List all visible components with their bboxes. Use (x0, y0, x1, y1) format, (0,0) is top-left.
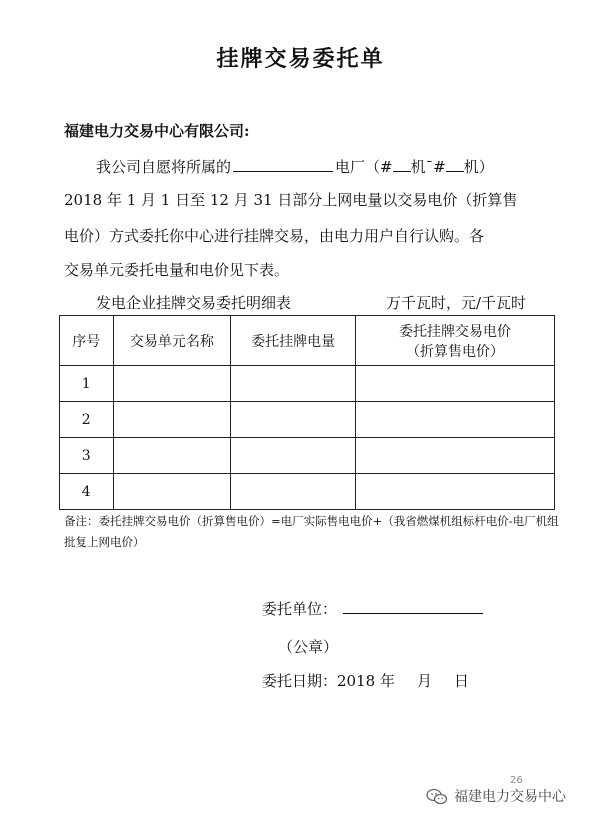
unit-start-blank (393, 159, 411, 172)
unit-label-2: 机 (463, 158, 479, 176)
header-seq: 序号 (60, 316, 114, 366)
header-price (355, 316, 554, 366)
table-row (60, 402, 555, 438)
cell-unit-name (113, 474, 231, 510)
cell-unit-name (113, 438, 231, 474)
signature-unit (262, 598, 483, 619)
document-title: 挂牌交易委托单 (216, 46, 385, 72)
page-number: 26 (510, 775, 523, 786)
watermark (426, 786, 566, 806)
cell-quantity (231, 366, 356, 402)
wechat-icon (426, 788, 448, 806)
body-line-2: 2018 年 1 月 1 日至 12 月 31 日部分上网电量以交易电价（折算售 (64, 191, 518, 209)
cell-unit-name (113, 402, 231, 438)
signature-unit-label: 委托单位： (262, 600, 338, 618)
header-price-line2: （折算售电价） (405, 343, 504, 360)
line1-prefix: 我公司自愿将所属的 (96, 158, 232, 176)
cell-seq: 4 (60, 474, 114, 510)
cell-price (355, 366, 554, 402)
cell-quantity (231, 438, 356, 474)
cell-seq: 1 (60, 366, 114, 402)
plant-name-blank (233, 157, 333, 172)
cell-price (355, 402, 554, 438)
header-quantity: 委托挂牌电量 (231, 316, 356, 366)
tilde-mark: ¯ (425, 158, 434, 176)
note: 备注：委托挂牌交易电价（折算售电价）=电厂实际售电电价+（我省燃煤机组标杆电价-电厂机组批复上网电价） (64, 514, 559, 549)
cell-price (355, 438, 554, 474)
cell-price (355, 474, 554, 510)
table-header-row (60, 316, 555, 366)
table-row (60, 438, 555, 474)
body-line-3: 电价）方式委托你中心进行挂牌交易，由电力用户自行认购。各 (64, 227, 485, 245)
table-row (60, 366, 555, 402)
line1-suffix: 电厂（# (335, 158, 393, 176)
signature-unit-blank (343, 599, 483, 614)
date-day: 日 (453, 672, 469, 690)
table-caption: 发电企业挂牌交易委托明细表 (96, 294, 292, 312)
line1-close: ） (478, 158, 494, 176)
cell-unit-name (113, 366, 231, 402)
addressee: 福建电力交易中心有限公司: (64, 122, 250, 140)
body-line-4: 交易单元委托电量和电价见下表。 (64, 261, 290, 279)
body-line-1 (96, 156, 494, 177)
table-row (60, 474, 555, 510)
cell-quantity (231, 474, 356, 510)
signature-date (262, 670, 469, 691)
date-label: 委托日期：2018 年 (262, 672, 395, 690)
header-unit-name: 交易单元名称 (113, 316, 231, 366)
date-month: 月 (416, 672, 432, 690)
cell-quantity (231, 402, 356, 438)
detail-table (59, 315, 555, 510)
table-unit: 万千瓦时，元/千瓦时 (386, 294, 527, 312)
watermark-text: 福建电力交易中心 (454, 789, 566, 805)
cell-seq: 3 (60, 438, 114, 474)
cell-seq: 2 (60, 402, 114, 438)
unit-end-blank (446, 159, 464, 172)
hash-mark: # (433, 158, 446, 176)
header-price-line1: 委托挂牌交易电价 (398, 323, 511, 340)
seal-label: （公章） (278, 638, 339, 656)
unit-label-1: 机 (410, 158, 426, 176)
